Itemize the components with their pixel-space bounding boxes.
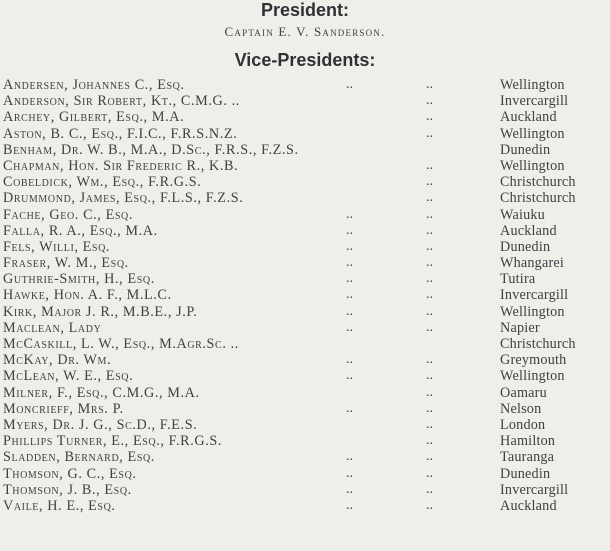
- vice-president-name: Vaile, H. E., Esq.: [3, 497, 116, 514]
- leader-dots: ..: [426, 449, 433, 465]
- vice-president-name: Guthrie-Smith, H., Esq.: [3, 271, 155, 288]
- leader-dots: ..: [346, 368, 353, 384]
- leader-dots: ..: [426, 352, 433, 368]
- vice-president-row: [3, 352, 610, 368]
- vice-presidents-heading: Vice-Presidents:: [234, 50, 376, 70]
- vice-presidents-list: [3, 77, 610, 514]
- vice-president-row: [3, 433, 610, 449]
- vice-president-row: [3, 190, 610, 206]
- vice-president-name: Fels, Willi, Esq.: [3, 238, 111, 255]
- vice-president-name: Fache, Geo. C., Esq.: [3, 206, 133, 223]
- vice-president-place: Wellington: [500, 303, 565, 320]
- vice-president-name: Andersen, Johannes C., Esq.: [3, 77, 185, 93]
- leader-dots: ..: [426, 125, 433, 141]
- vice-president-place: Wellington: [500, 77, 565, 93]
- vice-president-row: [3, 223, 610, 239]
- leader-dots: ..: [346, 238, 353, 254]
- vice-president-place: Dunedin: [500, 465, 551, 482]
- leader-dots: ..: [346, 400, 353, 416]
- leader-dots: ..: [346, 206, 353, 222]
- leader-dots: ..: [346, 255, 353, 271]
- leader-dots: ..: [426, 271, 433, 287]
- leader-dots: ..: [346, 77, 353, 92]
- vice-president-name: Milner, F., Esq., C.M.G., M.A.: [3, 384, 200, 401]
- vice-president-name: Drummond, James, Esq., F.L.S., F.Z.S.: [3, 190, 244, 207]
- vice-president-row: [3, 417, 610, 433]
- leader-dots: ..: [346, 222, 353, 238]
- leader-dots: ..: [346, 352, 353, 368]
- vice-president-row: [3, 271, 610, 287]
- vice-president-name: Thomson, J. B., Esq.: [3, 481, 132, 498]
- vice-president-name: McCaskill, L. W., Esq., M.Agr.Sc. ..: [3, 336, 239, 352]
- vice-president-row: [3, 498, 610, 514]
- vice-president-name: Myers, Dr. J. G., Sc.D., F.E.S.: [3, 416, 198, 433]
- vice-president-row: [3, 368, 610, 384]
- leader-dots: ..: [426, 433, 433, 449]
- vice-president-row: [3, 287, 610, 303]
- vice-president-name: McKay, Dr. Wm.: [3, 352, 112, 369]
- vice-president-row: [3, 304, 610, 320]
- vice-president-place: Invercargill: [500, 93, 569, 110]
- vice-president-row: [3, 401, 610, 417]
- vice-president-name: Thomson, G. C., Esq.: [3, 465, 137, 482]
- vice-president-place: Tutira: [500, 271, 536, 288]
- vice-president-name: McLean, W. E., Esq.: [3, 368, 134, 385]
- vice-president-name: Moncrieff, Mrs. P.: [3, 400, 124, 417]
- vice-president-place: Auckland: [500, 109, 557, 126]
- vice-president-place: Invercargill: [500, 287, 569, 304]
- leader-dots: ..: [426, 255, 433, 271]
- vice-president-name: Sladden, Bernard, Esq.: [3, 449, 155, 466]
- vice-president-place: Auckland: [500, 222, 557, 239]
- vice-president-place: Wellington: [500, 368, 565, 385]
- leader-dots: ..: [346, 287, 353, 303]
- vice-president-row: [3, 174, 610, 190]
- vice-president-name: Anderson, Sir Robert, Kt., C.M.G. ..: [3, 93, 240, 110]
- vice-president-place: Invercargill: [500, 481, 569, 498]
- vice-president-place: Christchurch: [500, 174, 576, 191]
- vice-president-row: [3, 93, 610, 109]
- vice-president-row: [3, 385, 610, 401]
- leader-dots: ..: [346, 481, 353, 497]
- leader-dots: ..: [426, 238, 433, 254]
- vice-president-place: Greymouth: [500, 352, 567, 369]
- vice-president-place: Christchurch: [500, 190, 576, 207]
- vice-president-name: Hawke, Hon. A. F., M.L.C.: [3, 287, 172, 304]
- leader-dots: ..: [346, 271, 353, 287]
- vice-president-name: Kirk, Major J. R., M.B.E., J.P.: [3, 303, 198, 320]
- vice-president-place: Wellington: [500, 125, 565, 142]
- leader-dots: ..: [426, 93, 433, 109]
- vice-president-place: Dunedin: [500, 141, 551, 158]
- vice-president-row: [3, 142, 610, 158]
- vice-president-place: London: [500, 416, 546, 433]
- vice-president-row: [3, 449, 610, 465]
- leader-dots: ..: [426, 497, 433, 513]
- leader-dots: ..: [426, 368, 433, 384]
- vice-president-place: Tauranga: [500, 449, 555, 466]
- leader-dots: ..: [346, 319, 353, 335]
- vice-president-name: Phillips Turner, E., Esq., F.R.G.S.: [3, 433, 222, 450]
- vice-president-place: Nelson: [500, 400, 542, 417]
- vice-president-name: Cobeldick, Wm., Esq., F.R.G.S.: [3, 174, 202, 191]
- vice-president-row: [3, 336, 610, 352]
- vice-president-place: Dunedin: [500, 238, 551, 255]
- leader-dots: ..: [426, 319, 433, 335]
- vice-president-row: [3, 109, 610, 125]
- leader-dots: ..: [426, 174, 433, 190]
- leader-dots: ..: [346, 303, 353, 319]
- leader-dots: ..: [426, 287, 433, 303]
- vice-president-name: Fraser, W. M., Esq.: [3, 255, 129, 272]
- vice-president-row: [3, 158, 610, 174]
- leader-dots: ..: [426, 400, 433, 416]
- vice-president-row: [3, 255, 610, 271]
- vice-president-row: [3, 126, 610, 142]
- leader-dots: ..: [346, 465, 353, 481]
- president-name: Captain E. V. Sanderson.: [224, 24, 386, 39]
- leader-dots: ..: [346, 497, 353, 513]
- vice-president-row: [3, 77, 610, 93]
- leader-dots: ..: [426, 416, 433, 432]
- vice-president-place: Waiuku: [500, 206, 545, 223]
- vice-president-place: Oamaru: [500, 384, 547, 401]
- leader-dots: ..: [426, 481, 433, 497]
- vice-president-place: Napier: [500, 319, 540, 336]
- vice-president-place: Whangarei: [500, 255, 565, 272]
- leader-dots: ..: [426, 465, 433, 481]
- vice-president-name: Aston, B. C., Esq., F.I.C., F.R.S.N.Z.: [3, 125, 238, 142]
- vice-president-row: [3, 207, 610, 223]
- vice-president-row: [3, 320, 610, 336]
- president-heading: President:: [260, 0, 350, 20]
- vice-president-row: [3, 466, 610, 482]
- vice-president-row: [3, 482, 610, 498]
- leader-dots: ..: [346, 449, 353, 465]
- leader-dots: ..: [426, 206, 433, 222]
- vice-president-name: Maclean, Lady: [3, 319, 102, 336]
- vice-president-place: Wellington: [500, 157, 565, 174]
- leader-dots: ..: [426, 303, 433, 319]
- leader-dots: ..: [426, 384, 433, 400]
- leader-dots: ..: [426, 77, 433, 92]
- vice-president-name: Benham, Dr. W. B., M.A., D.Sc., F.R.S., F.Z.S.: [3, 141, 299, 158]
- vice-president-place: Christchurch: [500, 336, 576, 352]
- leader-dots: ..: [426, 222, 433, 238]
- vice-president-name: Archey, Gilbert, Esq., M.A.: [3, 109, 185, 126]
- leader-dots: ..: [426, 157, 433, 173]
- vice-president-name: Falla, R. A., Esq., M.A.: [3, 222, 158, 239]
- vice-president-row: [3, 239, 610, 255]
- leader-dots: ..: [426, 109, 433, 125]
- vice-president-place: Hamilton: [500, 433, 556, 450]
- leader-dots: ..: [426, 190, 433, 206]
- vice-president-name: Chapman, Hon. Sir Frederic R., K.B.: [3, 157, 239, 174]
- vice-president-place: Auckland: [500, 497, 557, 514]
